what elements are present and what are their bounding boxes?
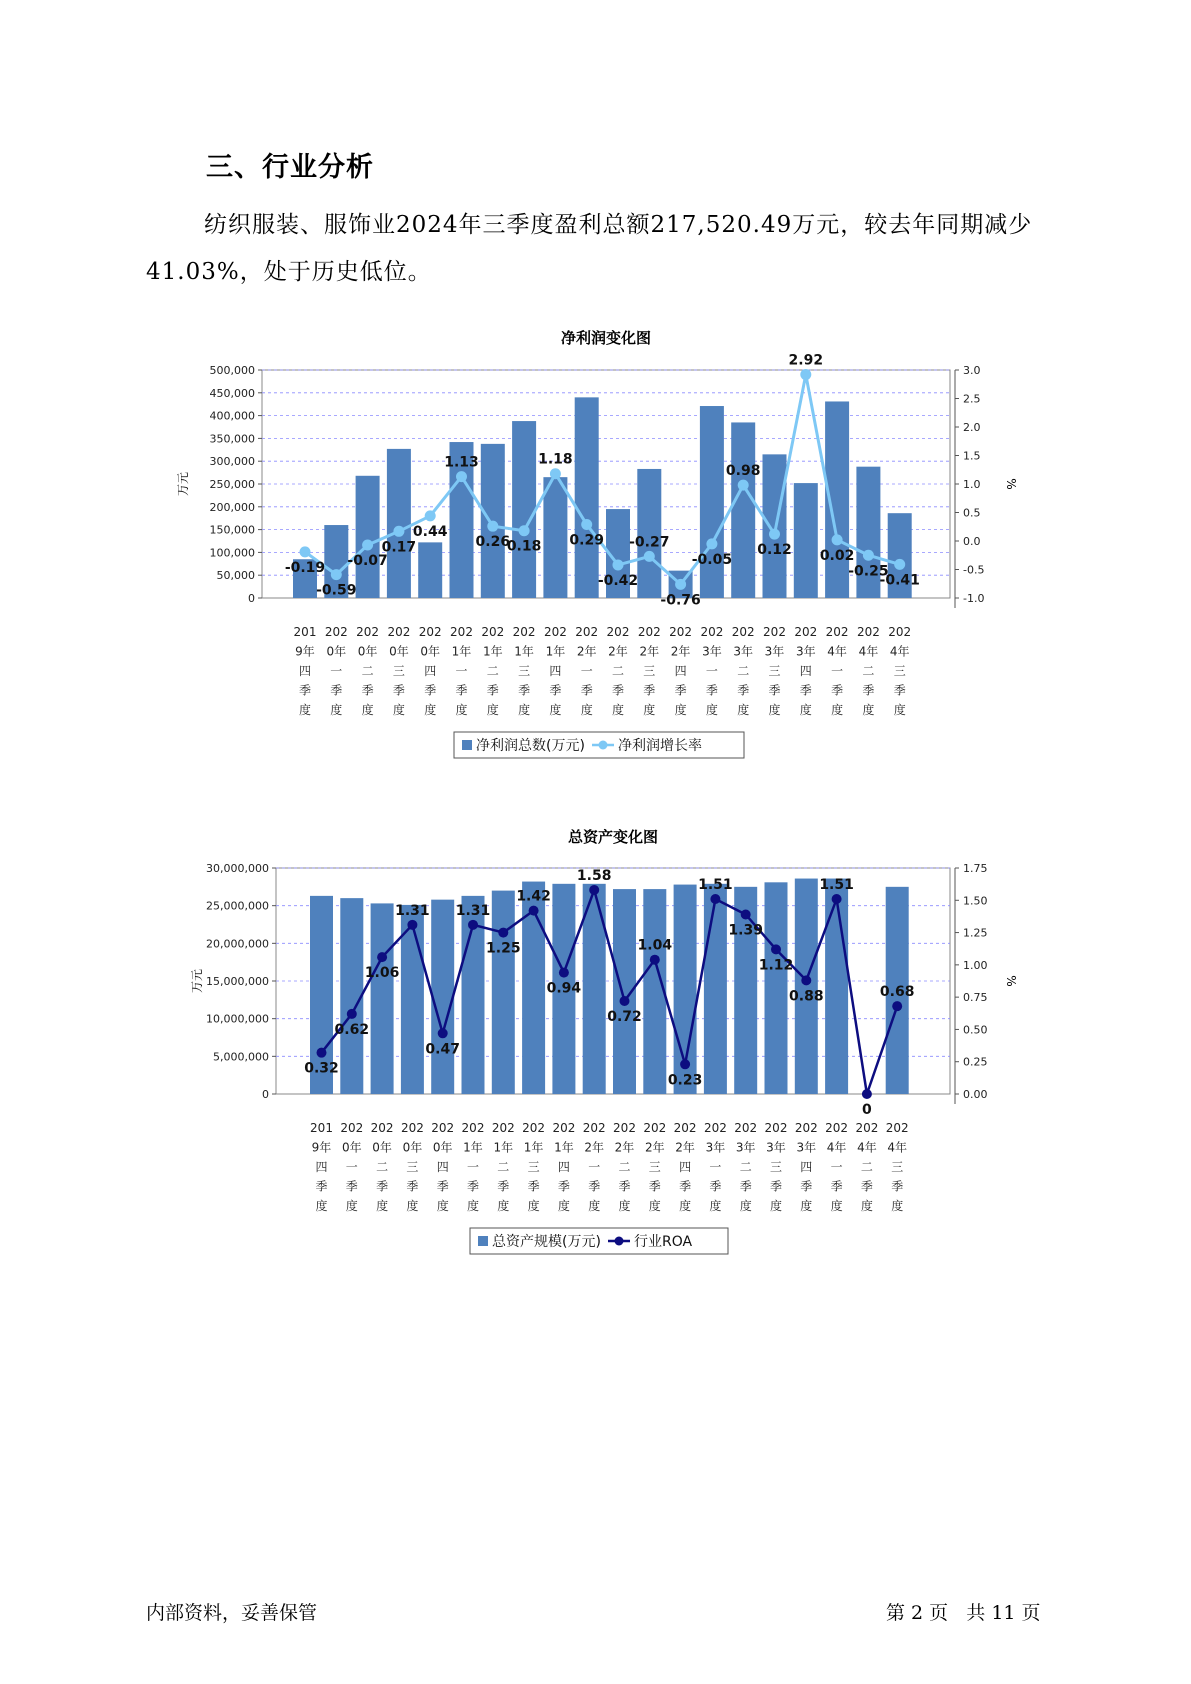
data-label: 1.39 [728, 922, 763, 939]
bar [431, 900, 454, 1094]
summary-paragraph: 纺织服装、服饰业2024年三季度盈利总额217,520.49万元，较去年同期减少41.03%，处于历史低位。 [146, 212, 1033, 285]
data-label: 0.88 [789, 988, 824, 1005]
x-tick-label: 202 4年一季度 [825, 1121, 849, 1213]
line-point [894, 559, 905, 570]
x-tick-label: 202 1年四季度 [543, 625, 567, 717]
line-point [362, 539, 373, 550]
line-point [863, 550, 874, 561]
line-point [407, 920, 417, 930]
x-tick-label: 202 4年三季度 [885, 1121, 909, 1213]
y-right-axis-label: % [1004, 975, 1018, 987]
data-label: 0.72 [607, 1009, 642, 1026]
x-tick-label: 201 9年四季度 [310, 1121, 333, 1213]
x-tick-label: 202 1年一季度 [450, 625, 473, 717]
x-tick-label: 202 3年三季度 [763, 625, 786, 717]
y-right-tick-label: 0.0 [963, 535, 981, 548]
x-tick-label: 202 4年二季度 [855, 1121, 879, 1213]
x-tick-label: 202 4年三季度 [888, 625, 912, 717]
data-label: 0.98 [725, 463, 761, 480]
data-label: 0.32 [304, 1060, 339, 1077]
bar [387, 449, 411, 598]
y-left-tick-label: 300,000 [209, 455, 255, 469]
line-point [741, 909, 751, 919]
legend-bar-swatch [478, 1236, 488, 1246]
x-tick-label: 202 2年四季度 [669, 625, 693, 717]
x-tick-label: 202 0年二季度 [356, 625, 380, 717]
line-point [498, 928, 508, 938]
data-label: 0.23 [667, 1072, 703, 1089]
footer-page-number: 第 2 页 共 11 页 [886, 1602, 1041, 1624]
data-label: 1.18 [538, 451, 573, 468]
y-right-axis-label: % [1004, 478, 1018, 490]
x-tick-label: 202 1年二季度 [481, 625, 505, 717]
data-label: 0.18 [506, 538, 542, 555]
line-point [347, 1009, 357, 1019]
data-label: 1.51 [819, 876, 854, 893]
legend-bar-label: 总资产规模(万元) [492, 1234, 601, 1250]
data-label: 1.31 [455, 902, 491, 919]
data-label: 0.29 [569, 532, 604, 549]
y-left-tick-label: 15,000,000 [206, 975, 269, 988]
bar [512, 421, 536, 598]
line-point [771, 944, 781, 954]
line-point [862, 1089, 872, 1099]
x-tick-label: 202 0年三季度 [387, 625, 411, 717]
y-right-tick-label: 0.50 [963, 1023, 988, 1037]
line-point [769, 529, 780, 540]
line-point [832, 534, 843, 545]
data-label: 1.51 [698, 876, 733, 893]
y-left-tick-label: 10,000,000 [206, 1012, 269, 1026]
line-point [529, 906, 539, 916]
legend-bar-swatch [462, 740, 472, 750]
x-tick-label: 202 0年四季度 [418, 625, 442, 717]
data-label: 2.92 [788, 352, 824, 369]
y-left-tick-label: 150,000 [209, 523, 255, 537]
x-tick-label: 202 2年四季度 [673, 1121, 697, 1213]
x-tick-label: 202 3年三季度 [764, 1121, 788, 1213]
line-point [680, 1059, 690, 1069]
x-tick-label: 202 0年二季度 [370, 1121, 394, 1213]
data-label: -0.25 [848, 563, 889, 580]
line-point [550, 468, 561, 479]
data-label: 1.42 [516, 888, 551, 905]
bar [418, 542, 442, 598]
line-point [892, 1001, 902, 1011]
bar [543, 477, 567, 598]
y-right-tick-label: 1.0 [963, 478, 981, 491]
line-point [468, 920, 478, 930]
data-label: 1.58 [576, 867, 612, 884]
data-label: 0.47 [425, 1041, 460, 1058]
data-label: 1.13 [444, 454, 479, 471]
y-left-tick-label: 450,000 [209, 386, 255, 400]
y-left-tick-label: 400,000 [209, 409, 255, 423]
total-assets-chart [0, 820, 1191, 1280]
x-tick-label: 202 0年四季度 [431, 1121, 455, 1213]
line-point [438, 1028, 448, 1038]
x-tick-label: 202 2年一季度 [575, 625, 599, 717]
x-tick-label: 202 3年一季度 [700, 625, 724, 717]
y-left-tick-label: 100,000 [209, 546, 255, 560]
net-profit-chart [0, 320, 1191, 780]
bar [700, 406, 724, 598]
line-point [377, 952, 387, 962]
x-tick-label: 202 0年一季度 [340, 1121, 364, 1213]
line-point [613, 559, 624, 570]
data-label: -0.07 [347, 552, 388, 569]
line-point [738, 480, 749, 491]
line-point [644, 551, 655, 562]
x-tick-label: 202 2年三季度 [643, 1121, 667, 1213]
bar [765, 882, 788, 1094]
line-point [456, 471, 467, 482]
y-right-tick-label: 1.25 [963, 926, 988, 940]
y-right-tick-label: -1.0 [963, 592, 985, 605]
bar [795, 879, 818, 1094]
data-label: -0.42 [597, 572, 639, 589]
y-left-tick-label: 350,000 [209, 432, 255, 446]
data-label: -0.59 [316, 582, 357, 599]
data-label: 1.04 [637, 937, 673, 954]
y-left-tick-label: 500,000 [209, 364, 255, 377]
line-point [300, 546, 311, 557]
line-point [800, 369, 811, 380]
line-point [589, 885, 599, 895]
y-right-tick-label: 1.75 [963, 862, 988, 875]
data-label: 0.68 [879, 984, 915, 1001]
line-point [706, 538, 717, 549]
y-right-tick-label: -0.5 [963, 563, 985, 577]
x-tick-label: 202 0年一季度 [324, 625, 348, 717]
line-point [317, 1048, 327, 1058]
x-tick-label: 202 2年一季度 [582, 1121, 606, 1213]
line-point [487, 521, 498, 532]
y-left-tick-label: 20,000,000 [206, 937, 269, 951]
line-point [650, 955, 660, 965]
x-tick-label: 202 2年二季度 [613, 1121, 636, 1213]
data-label: -0.05 [691, 551, 733, 568]
y-left-tick-label: 5,000,000 [213, 1050, 269, 1064]
data-label: 0.62 [334, 1021, 370, 1038]
x-tick-label: 202 3年四季度 [794, 1121, 818, 1213]
y-right-tick-label: 1.00 [963, 958, 988, 972]
data-label: 0.26 [475, 534, 511, 551]
bar [356, 476, 380, 598]
y-right-tick-label: 0.25 [963, 1055, 988, 1069]
bar [704, 884, 727, 1094]
bar [794, 483, 818, 598]
y-right-tick-label: 0.5 [963, 506, 981, 520]
data-label: 1.31 [395, 902, 430, 919]
x-tick-label: 202 3年四季度 [794, 625, 818, 717]
bar [340, 898, 363, 1094]
y-left-tick-label: 0 [248, 592, 255, 605]
y-right-tick-label: 2.0 [963, 421, 981, 434]
data-label: 1.25 [486, 940, 521, 957]
line-point [801, 975, 811, 985]
x-tick-label: 202 1年四季度 [552, 1121, 576, 1213]
footer-confidential: 内部资料，妥善保管 [146, 1602, 318, 1624]
y-right-tick-label: 2.5 [963, 392, 981, 406]
data-label: -0.76 [660, 592, 701, 609]
data-label: 0.17 [381, 539, 417, 556]
y-left-tick-label: 30,000,000 [206, 862, 269, 875]
data-label: 0.94 [546, 980, 582, 997]
y-left-tick-label: 0 [262, 1088, 269, 1101]
y-left-tick-label: 200,000 [209, 500, 255, 514]
legend-line-label: 行业ROA [634, 1234, 693, 1250]
line-point [675, 579, 686, 590]
line-point [425, 510, 436, 521]
bar [371, 903, 394, 1094]
y-left-tick-label: 250,000 [209, 478, 255, 491]
x-tick-label: 202 1年一季度 [461, 1121, 485, 1213]
y-right-tick-label: 3.0 [963, 364, 981, 377]
legend-line-marker [615, 1237, 624, 1246]
data-label: 1.12 [758, 957, 794, 974]
y-right-tick-label: 1.50 [963, 894, 988, 908]
bar [731, 422, 755, 598]
y-right-tick-label: 0.00 [963, 1088, 988, 1101]
y-left-tick-label: 25,000,000 [206, 899, 269, 913]
line-point [710, 894, 720, 904]
section-title: 三、行业分析 [206, 152, 374, 183]
chart-title: 总资产变化图 [567, 828, 659, 846]
legend-bar-label: 净利润总数(万元) [476, 738, 585, 754]
bar [492, 891, 515, 1094]
y-left-tick-label: 50,000 [216, 569, 255, 583]
x-tick-label: 202 2年三季度 [637, 625, 661, 717]
x-tick-label: 202 0年三季度 [400, 1121, 424, 1213]
x-tick-label: 202 1年三季度 [512, 625, 536, 717]
data-label: 0.02 [819, 547, 855, 564]
line-point [559, 968, 569, 978]
x-tick-label: 202 4年一季度 [825, 625, 849, 717]
line-point [393, 526, 404, 537]
x-tick-label: 202 3年二季度 [734, 1121, 758, 1213]
y-right-tick-label: 0.75 [963, 991, 988, 1005]
line-point [832, 894, 842, 904]
legend-line-label: 净利润增长率 [618, 738, 702, 754]
bar [763, 454, 787, 598]
y-left-axis-label: 万元 [176, 471, 190, 497]
chart-title: 净利润变化图 [560, 329, 652, 347]
x-tick-label: 201 9年四季度 [293, 625, 317, 717]
y-right-tick-label: 1.5 [963, 449, 981, 463]
data-label: 0 [862, 1102, 872, 1118]
data-label: 0.12 [757, 542, 792, 559]
x-tick-label: 202 1年三季度 [522, 1121, 546, 1213]
bar [825, 879, 848, 1094]
x-tick-label: 202 4年二季度 [856, 625, 880, 717]
line-point [620, 996, 630, 1006]
legend-line-marker [599, 741, 608, 750]
data-label: 1.06 [364, 965, 400, 982]
x-tick-label: 202 3年一季度 [703, 1121, 727, 1213]
x-tick-label: 202 3年二季度 [731, 625, 755, 717]
line-point [519, 525, 530, 536]
bar [575, 397, 599, 598]
data-label: -0.19 [284, 559, 326, 576]
line-point [331, 569, 342, 580]
line-point [581, 519, 592, 530]
data-label: -0.41 [879, 572, 920, 589]
y-left-axis-label: 万元 [190, 968, 204, 994]
data-label: 0.44 [412, 523, 448, 540]
x-tick-label: 202 2年二季度 [606, 625, 630, 717]
data-label: -0.27 [629, 534, 670, 551]
x-tick-label: 202 1年二季度 [491, 1121, 515, 1213]
